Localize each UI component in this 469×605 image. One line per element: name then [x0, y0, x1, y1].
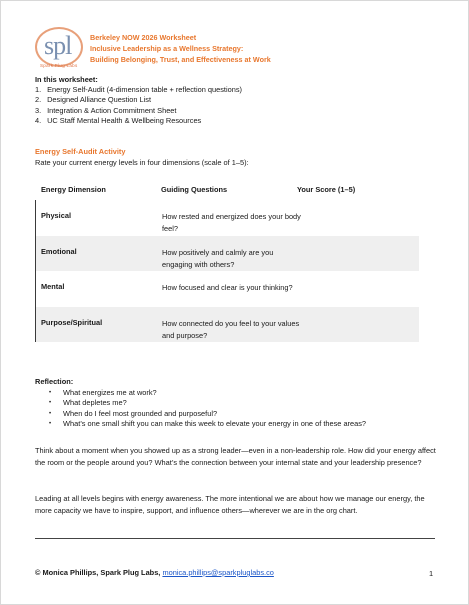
item-label: UC Staff Mental Health & Wellbeing Resources	[47, 116, 202, 126]
reflection-item: • What’s one small shift you can make this week to elevate your energy in one of these areas?	[53, 419, 366, 429]
logo-subtitle: Spark Plug Labs	[40, 63, 78, 68]
reflection-item: • What depletes me?	[53, 398, 366, 408]
header-line-2: Inclusive Leadership as a Wellness Strategy:	[90, 44, 244, 53]
reflection-item: • What energizes me at work?	[53, 388, 366, 398]
item-label: Designed Alliance Question List	[47, 95, 152, 105]
table-row	[36, 236, 419, 272]
leadership-moment-paragraph: Think about a moment when you showed up as a strong leader—even in a non-leadership role. How did your energy affect the room or the people around you? What’s the connection between your internal state and your leadership presence?	[35, 446, 436, 467]
logo-mark: spl	[44, 31, 72, 60]
document-header	[90, 32, 271, 65]
spark-plug-labs-logo	[35, 27, 83, 71]
contents-item	[35, 85, 242, 95]
dimension-cell: Mental	[41, 282, 65, 291]
contents-item	[35, 116, 242, 126]
question-cell: How connected do you feel to your values and purpose?	[162, 318, 300, 340]
dimension-cell: Physical	[41, 211, 71, 220]
activity-intro: Rate your current energy levels in four dimensions (scale of 1–5):	[35, 158, 249, 167]
header-line-3: Building Belonging, Trust, and Effectiveness at Work	[90, 55, 271, 64]
dimension-cell: Emotional	[41, 246, 77, 256]
energy-awareness-paragraph: Leading at all levels begins with energy awareness. The more intentional we are about how we manage our energy, the more capacity we have to inspire, support, and influence others—wherever we are in the org chart.	[35, 494, 425, 515]
footer-email-link[interactable]: monica.phillips@sparkpluglabs.co	[162, 568, 274, 577]
reflection-item: • When do I feel most grounded and purposeful?	[53, 409, 366, 419]
dimension-cell: Purpose/Spiritual	[41, 317, 103, 327]
table-row	[36, 271, 419, 307]
question-cell: How rested and energized does your body feel?	[162, 212, 301, 233]
question-cell: How focused and clear is your thinking?	[162, 283, 293, 292]
table-row	[36, 200, 419, 236]
question-cell: How positively and calmly are you engaging with others?	[162, 247, 274, 269]
footer-credit	[35, 568, 274, 577]
reflection-list	[53, 388, 366, 430]
item-number: 3.	[35, 105, 42, 115]
activity-title: Energy Self-Audit Activity	[35, 147, 126, 156]
column-header-dimension: Energy Dimension	[41, 185, 106, 194]
item-number: 2.	[35, 95, 42, 105]
item-label: Energy Self-Audit (4-dimension table + reflection questions)	[47, 85, 242, 94]
item-number: 4.	[35, 116, 42, 126]
reflection-heading: Reflection:	[35, 377, 74, 386]
header-line-1: Berkeley NOW 2026 Worksheet	[90, 33, 197, 42]
energy-table	[35, 200, 419, 342]
page-number: 1	[429, 569, 434, 578]
divider	[35, 538, 435, 539]
contents-list	[35, 85, 242, 127]
column-header-questions: Guiding Questions	[161, 185, 228, 194]
item-label: Integration & Action Commitment Sheet	[47, 105, 177, 115]
contents-heading: In this worksheet:	[35, 75, 98, 84]
item-number: 1.	[35, 85, 42, 94]
footer-copyright: © Monica Phillips, Spark Plug Labs,	[35, 568, 161, 577]
contents-item	[35, 106, 242, 116]
contents-item	[35, 95, 242, 105]
table-row	[36, 307, 419, 343]
column-header-score: Your Score (1–5)	[297, 185, 356, 194]
